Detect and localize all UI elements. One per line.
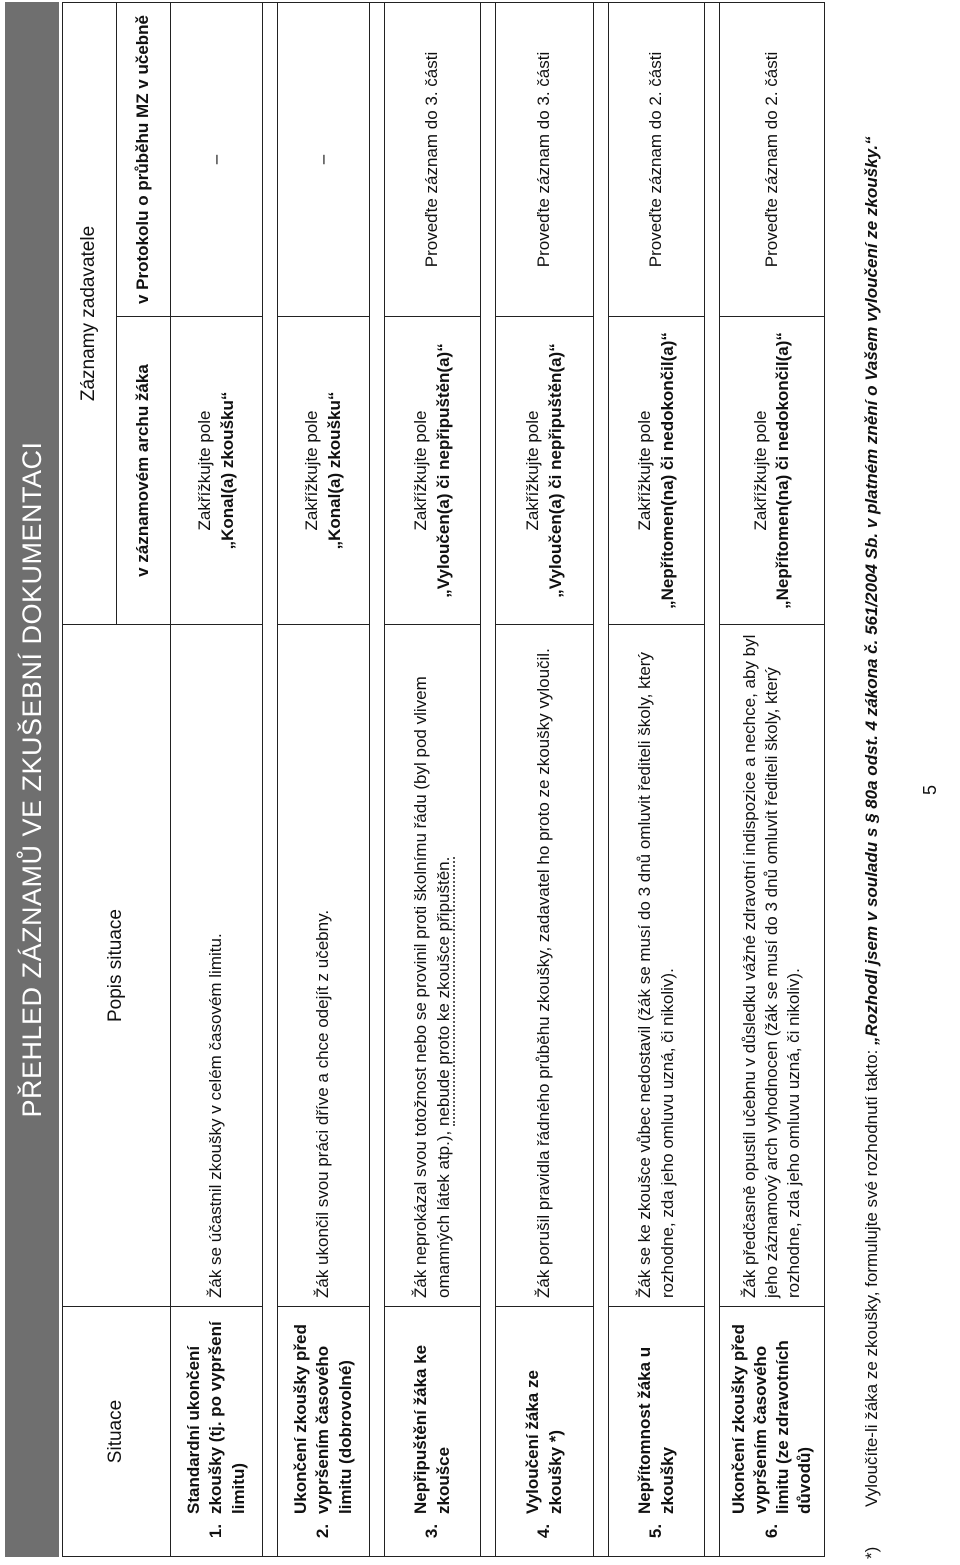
protocol-cell: Proveďte záznam do 3. části [385,2,481,316]
table-row [496,2,594,1556]
records-table [62,2,825,1557]
footnote [860,23,885,1563]
record-field: „Nepřítomen(na) či nedokončil(a)“ [657,332,677,609]
record-cell [609,317,705,625]
record-cell [171,317,263,625]
situation-description [385,625,481,1307]
protocol-cell: Proveďte záznam do 3. části [496,2,594,316]
record-field: „Konal(a) zkoušku“ [324,391,344,550]
situation-description: Žák se účastnil zkoušky v celém časovém limitu. [171,625,263,1307]
record-action: Zakřížkujte pole [523,410,543,531]
table-row [278,2,370,1556]
record-field: „Nepřítomen(na) či nedokončil(a)“ [773,332,793,609]
table-row [720,2,825,1556]
record-field: „Konal(a) zkoušku“ [217,391,237,550]
row-number: 6. [762,1523,782,1539]
row-number: 5. [646,1523,666,1539]
footnote-text [860,136,885,1507]
situation-description: Žák ukončil svou práci dříve a chce odejít z učebny. [278,625,370,1307]
record-cell [720,317,825,625]
record-action: Zakřížkujte pole [411,410,431,531]
situation-label: Nepřipuštění žáka ke zkoušce [411,1344,453,1514]
header-description: Popis situace [63,625,171,1307]
record-action: Zakřížkujte pole [751,410,771,531]
record-action: Zakřížkujte pole [195,410,215,531]
row-number: 3. [422,1523,442,1539]
situation-label: Ukončení zkoušky před vypršením časového limitu (dobrovolné) [291,1324,355,1514]
description-emphasis: nebude proto ke zkoušce připuštěn. [433,856,453,1127]
situation-label: Nepřítomnost žáka u zkoušky [635,1346,677,1514]
footnote-intro: Vyloučíte-li žáka ze zkoušky, formulujte své rozhodnutí takto: [862,1049,881,1507]
protocol-cell: – [171,2,263,316]
protocol-cell: – [278,2,370,316]
situation-label: Vyloučení žáka ze zkoušky *) [523,1370,565,1514]
protocol-cell: Proveďte záznam do 2. části [720,2,825,316]
record-field: „Vyloučen(a) či nepřipuštěn(a)“ [433,343,453,598]
header-records-sheet: v záznamovém archu žáka [117,317,171,625]
record-cell [496,317,594,625]
row-number: 2. [313,1523,333,1539]
table-row [385,2,481,1556]
situation-description: Žák se ke zkoušce vůbec nedostavil (žák se musí do 3 dnů omluvit řediteli školy, který rozhodne, zda jeho omluvu uzná, či nikoliv). [609,625,705,1307]
situation-label: Standardní ukončení zkoušky (tj. po vypršení limitu) [184,1321,248,1514]
situation-description: Žák předčasně opustil učebnu v důsledku vážné zdravotní indispozice a nechce, aby byl jeho záznamový arch vyhodnocen (žák se musí do 3 dnů omluvit řediteli školy, který rozhodne, zda jeho omluvu uzná, či nikoliv). [720,625,825,1307]
situation-label: Ukončení zkoušky před vypršením časového limitu (ze zdravotních důvodů) [729,1324,815,1514]
description-text: Žák neprokázal svou totožnost nebo se provinil proti školnímu řádu (byl pod vlivem omamných látek atp.), [411,676,453,1298]
footnote-quote: „Rozhodl jsem v souladu s § 80a odst. 4 zákona č. 561/2004 Sb. v platném znění o Vašem vyloučení ze zkoušky.“ [862,136,881,1045]
table-row [171,2,263,1556]
record-cell [385,317,481,625]
record-field: „Vyloučen(a) či nepřipuštěn(a)“ [545,343,565,598]
row-number: 1. [206,1523,226,1539]
header-protocol: v Protokolu o průběhu MZ v učebně [117,2,171,316]
record-cell [278,317,370,625]
header-records-group: Záznamy zadavatele [63,2,117,624]
row-number: 4. [534,1523,554,1539]
protocol-cell: Proveďte záznam do 2. části [609,2,705,316]
record-action: Zakřížkujte pole [302,410,322,531]
page-number: 5 [920,784,940,795]
footnote-mark: *) [862,1546,881,1559]
page-title: PŘEHLED ZÁZNAMŮ VE ZKUŠEBNÍ DOKUMENTACI [5,2,59,1557]
header-situation: Situace [63,1307,171,1557]
situation-description: Žák porušil pravidla řádného průběhu zkoušky, zadavatel ho proto ze zkoušky vyloučil. [496,625,594,1307]
record-action: Zakřížkujte pole [635,410,655,531]
table-row [609,2,705,1556]
